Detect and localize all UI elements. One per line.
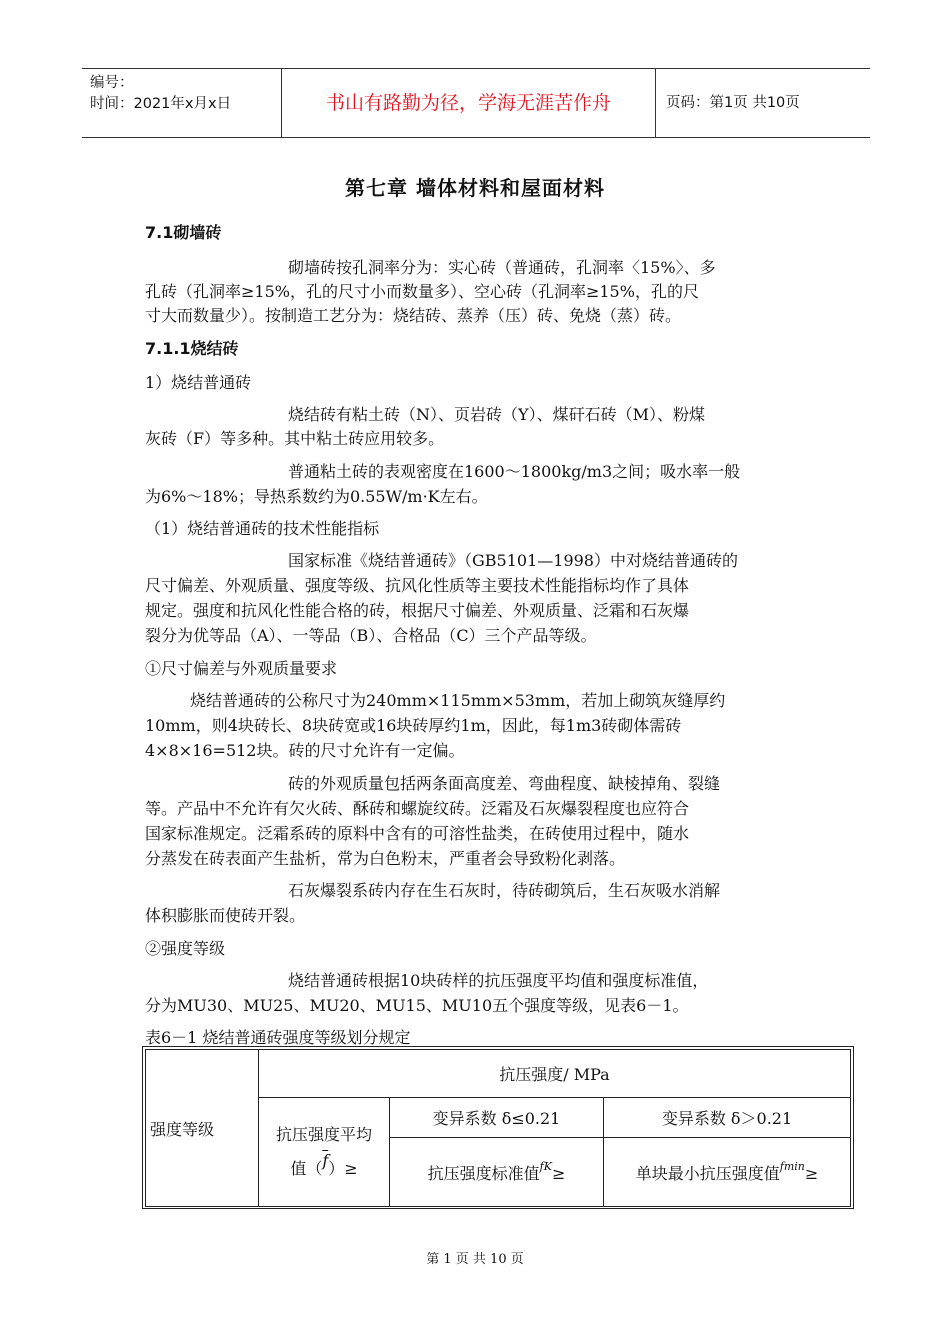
subsection-heading: 7.1.1烧结砖 (145, 339, 239, 358)
table-cell-grade: 强度等级 (146, 1050, 259, 1207)
paragraph-line: 10mm，则4块砖长、8块砖宽或16块砖厚约1m，因此，每1m3砖砌体需砖 (145, 716, 682, 735)
mean-suffix: ）≥ (328, 1159, 358, 1178)
paragraph-line: 分为MU30、MU25、MU20、MU15、MU10五个强度等级，见表6－1。 (145, 996, 689, 1015)
page-footer: 第 1 页 共 10 页 (426, 1252, 524, 1267)
item-heading: 1）烧结普通砖 (145, 373, 252, 392)
paragraph-line: 烧结砖有粘土砖（N）、页岩砖（Y）、煤矸石砖（M）、粉煤 (288, 405, 705, 424)
min-symbol: fmin (779, 1159, 805, 1173)
paragraph-line: 为6%～18%；导热系数约为0.55W/m·K左右。 (145, 487, 488, 506)
header-page-info: 页码：第1页 共10页 (666, 95, 800, 111)
std-ge: ≥ (551, 1163, 566, 1183)
page-header (82, 68, 870, 138)
table-cell-std (390, 1138, 604, 1207)
paragraph-line: 灰砖（F）等多种。其中粘土砖应用较多。 (145, 429, 445, 448)
header-number: 编号： (90, 75, 134, 91)
paragraph-line: 等。产品中不允许有欠火砖、酥砖和螺旋纹砖。泛霜及石灰爆裂程度也应符合 (145, 799, 690, 818)
paragraph-line: 国家标准规定。泛霜系砖的原料中含有的可溶性盐类，在砖使用过程中，随水 (145, 824, 690, 843)
paragraph-line: 4×8×16=512块。砖的尺寸允许有一定偏。 (145, 741, 465, 760)
paragraph-line: 寸大而数量少）。按制造工艺分为：烧结砖、蒸养（压）砖、免烧（蒸）砖。 (145, 306, 682, 325)
paragraph-line: 国家标准《烧结普通砖》（GB5101—1998）中对烧结普通砖的 (288, 551, 738, 570)
item-heading: ②强度等级 (145, 939, 226, 958)
min-ge: ≥ (804, 1163, 819, 1183)
mean-label-second-line (263, 1152, 385, 1186)
paragraph-line: 规定。强度和抗风化性能合格的砖，根据尺寸偏差、外观质量、泛霜和石灰爆 (145, 601, 690, 620)
paragraph-line: 砌墙砖按孔洞率分为：实心砖（普通砖，孔洞率〈15%〉、多 (288, 258, 716, 277)
paragraph-line: 分蒸发在砖表面产生盐析，常为白色粉末，严重者会导致粉化剥落。 (145, 849, 626, 868)
paragraph-line: 砖的外观质量包括两条面高度差、弯曲程度、缺棱掉角、裂缝 (288, 774, 721, 793)
paragraph-line: 孔砖（孔洞率≥15%，孔的尺寸小而数量多）、空心砖（孔洞率≥15%，孔的尺 (145, 282, 699, 301)
header-time: 时间：2021年x月x日 (90, 96, 232, 112)
table-cell-cv-low: 变异系数 δ≤0.21 (390, 1098, 604, 1138)
paragraph-line: 体积膨胀而使砖开裂。 (145, 906, 306, 925)
item-heading: ①尺寸偏差与外观质量要求 (145, 659, 338, 678)
paragraph-line: 烧结普通砖的公称尺寸为240mm×115mm×53mm，若加上砌筑灰缝厚约 (190, 691, 726, 710)
paragraph-line: 石灰爆裂系砖内存在生石灰时，待砖砌筑后，生石灰吸水消解 (288, 881, 721, 900)
paragraph-line: 尺寸偏差、外观质量、强度等级、抗风化性质等主要技术性能指标均作了具体 (145, 576, 690, 595)
std-symbol: fK (539, 1159, 552, 1173)
header-motto: 书山有路勤为径，学海无涯苦作舟 (282, 69, 656, 137)
paragraph-line: 烧结普通砖根据10块砖样的抗压强度平均值和强度标准值， (288, 971, 709, 990)
min-label: 单块最小抗压强度值 (635, 1163, 780, 1183)
mean-label: 抗压强度平均 (275, 1125, 372, 1144)
paragraph-line: 普通粘土砖的表观密度在1600～1800kg/m3之间；吸水率一般 (288, 462, 741, 481)
table-caption: 表6－1 烧结普通砖强度等级划分规定 (145, 1028, 411, 1047)
paragraph-line: 裂分为优等品（A）、一等品（B）、合格品（C）三个产品等级。 (145, 626, 597, 645)
header-meta (82, 69, 282, 137)
chapter-title: 第七章 墙体材料和屋面材料 (345, 176, 605, 200)
strength-grade-table (145, 1049, 851, 1207)
table-cell-min (604, 1138, 851, 1207)
mean-prefix: 值（ (290, 1159, 323, 1178)
mean-symbol: $\overline{f}$ (322, 1151, 329, 1170)
item-heading: （1）烧结普通砖的技术性能指标 (145, 519, 380, 538)
table-cell-cv-high: 变异系数 δ＞0.21 (604, 1098, 851, 1138)
std-label: 抗压强度标准值 (427, 1163, 540, 1183)
table-cell-mean (259, 1098, 390, 1207)
section-heading: 7.1砌墙砖 (145, 223, 222, 242)
table-cell-top-header: 抗压强度/ MPa (259, 1050, 851, 1098)
